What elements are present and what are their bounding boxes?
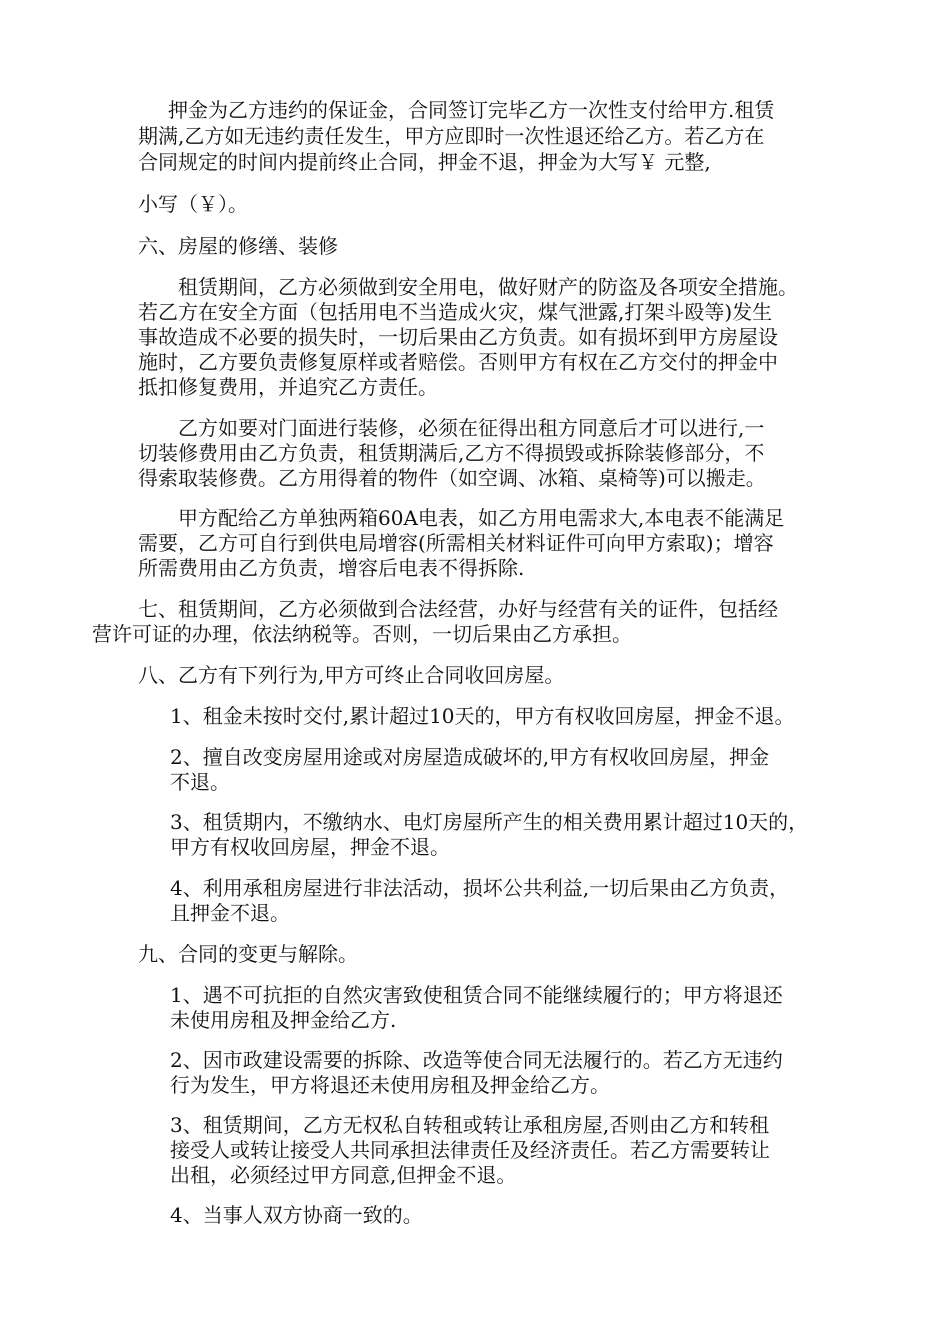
section8-item-4-line-2: 且押金不退。 <box>170 901 290 925</box>
section8-heading: 八、乙方有下列行为,甲方可终止合同收回房屋。 <box>138 663 565 687</box>
section9-item-2-line-1: 2、因市政建设需要的拆除、改造等使合同无法履行的。若乙方无违约 <box>170 1048 783 1072</box>
section9-item-2-line-2: 行为发生，甲方将退还未使用房租及押金给乙方。 <box>170 1073 610 1097</box>
deposit-line-4: 小写（￥）。 <box>138 192 248 216</box>
section8-item-2-line-1: 2、擅自改变房屋用途或对房屋造成破坏的,甲方有权收回房屋，押金 <box>170 745 770 769</box>
section6-p2-line-3: 得索取装修费。乙方用得着的物件（如空调、冰箱、桌椅等)可以搬走。 <box>138 466 766 490</box>
section9-item-1-line-1: 1、遇不可抗拒的自然灾害致使租赁合同不能继续履行的；甲方将退还 <box>170 983 783 1007</box>
deposit-line-3: 合同规定的时间内提前终止合同，押金不退，押金为大写￥ 元整, <box>138 150 711 174</box>
section9-item-1-line-2: 未使用房租及押金给乙方. <box>170 1008 397 1032</box>
section9-item-3-line-3: 出租，必须经过甲方同意,但押金不退。 <box>170 1163 517 1187</box>
section6-p1-line-1: 租赁期间，乙方必须做到安全用电，做好财产的防盗及各项安全措施。 <box>178 275 798 299</box>
section6-p1-line-3: 事故造成不必要的损失时，一切后果由乙方负责。如有损坏到甲方房屋设 <box>138 325 778 349</box>
section8-item-2-line-2: 不退。 <box>170 770 230 794</box>
section8-item-3-line-1: 3、租赁期内，不缴纳水、电灯房屋所产生的相关费用累计超过10天的， <box>170 810 809 834</box>
section6-p1-line-2: 若乙方在安全方面（包括用电不当造成火灾，煤气泄露,打架斗殴等)发生 <box>138 300 773 324</box>
section6-heading: 六、房屋的修缮、装修 <box>138 234 338 258</box>
section6-p1-line-4: 施时，乙方要负责修复原样或者赔偿。否则甲方有权在乙方交付的押金中 <box>138 350 778 374</box>
section9-heading: 九、合同的变更与解除。 <box>138 942 358 966</box>
section8-item-3-line-2: 甲方有权收回房屋，押金不退。 <box>170 835 450 859</box>
section6-p1-line-5: 抵扣修复费用，并追究乙方责任。 <box>138 375 438 399</box>
section9-item-4-line-1: 4、当事人双方协商一致的。 <box>170 1203 423 1227</box>
section6-p3-line-1: 甲方配给乙方单独两箱60A电表，如乙方用电需求大,本电表不能满足 <box>178 506 785 530</box>
section8-item-1-line-1: 1、租金未按时交付,累计超过10天的，甲方有权收回房屋，押金不退。 <box>170 704 795 728</box>
deposit-line-1: 押金为乙方违约的保证金，合同签订完毕乙方一次性支付给甲方.租赁 <box>168 98 775 122</box>
section9-item-3-line-1: 3、租赁期间，乙方无权私自转租或转让承租房屋,否则由乙方和转租 <box>170 1113 770 1137</box>
section6-p2-line-1: 乙方如要对门面进行装修，必须在征得出租方同意后才可以进行,一 <box>178 416 765 440</box>
section9-item-3-line-2: 接受人或转让接受人共同承担法律责任及经济责任。若乙方需要转让 <box>170 1138 770 1162</box>
section6-p3-line-3: 所需费用由乙方负责，增容后电表不得拆除. <box>138 556 525 580</box>
section7-line-1: 七、租赁期间，乙方必须做到合法经营，办好与经营有关的证件，包括经 <box>138 597 778 621</box>
section7-line-2: 营许可证的办理，依法纳税等。否则，一切后果由乙方承担。 <box>92 622 632 646</box>
deposit-line-2: 期满,乙方如无违约责任发生，甲方应即时一次性退还给乙方。若乙方在 <box>138 124 765 148</box>
section6-p2-line-2: 切装修费用由乙方负责，租赁期满后,乙方不得损毁或拆除装修部分，不 <box>138 441 765 465</box>
section8-item-4-line-1: 4、利用承租房屋进行非法活动，损坏公共利益,一切后果由乙方负责， <box>170 876 790 900</box>
section6-p3-line-2: 需要，乙方可自行到供电局增容(所需相关材料证件可向甲方索取)；增容 <box>138 531 774 555</box>
